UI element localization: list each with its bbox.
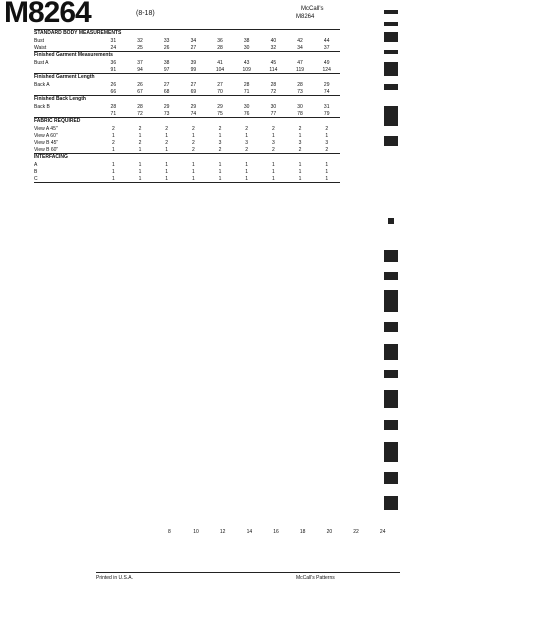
cell-value: 1 — [111, 146, 115, 153]
cell-value: 1 — [111, 132, 115, 139]
cell-value: 3 — [271, 139, 275, 146]
cell-value: 43 — [243, 59, 250, 66]
pattern-id: M8264 — [296, 14, 315, 20]
cell-value: 1 — [191, 168, 195, 175]
cell-value: 1 — [111, 161, 115, 168]
cell-value: 36 — [110, 59, 117, 66]
cell-value: 2 — [111, 139, 115, 146]
cell-value: 2 — [325, 125, 329, 132]
cell-value: 2 — [245, 125, 249, 132]
cell-value: 29 — [163, 103, 170, 110]
cell-value: 2 — [111, 125, 115, 132]
cell-value: 68 — [163, 88, 170, 95]
cell-value: 49 — [323, 59, 330, 66]
row-label: Back B — [34, 103, 50, 110]
table-row — [34, 110, 340, 117]
cell-value: 72 — [270, 88, 277, 95]
section-title: STANDARD BODY MEASUREMENTS — [34, 30, 122, 36]
cell-value: 1 — [191, 132, 195, 139]
cell-value: 1 — [271, 132, 275, 139]
footer-left: Printed in U.S.A. — [96, 575, 133, 581]
cell-value: 1 — [138, 168, 142, 175]
cell-value: 2 — [271, 146, 275, 153]
cell-value: 97 — [163, 66, 170, 73]
cell-value: 3 — [245, 139, 249, 146]
cell-value: 40 — [270, 37, 277, 44]
cell-value: 1 — [165, 168, 169, 175]
table-row — [34, 175, 340, 182]
cell-value: 1 — [325, 168, 329, 175]
cell-value: 71 — [243, 88, 250, 95]
cell-value: 1 — [165, 161, 169, 168]
table-row — [34, 168, 340, 175]
cell-value: 28 — [243, 81, 250, 88]
cell-value: 66 — [110, 88, 117, 95]
cell-value: 32 — [137, 37, 143, 44]
table-row — [34, 146, 340, 153]
section-title: Finished Garment Length — [34, 74, 95, 80]
cell-value: 37 — [323, 44, 330, 51]
cell-value: 29 — [217, 103, 223, 110]
cell-value: 1 — [218, 161, 222, 168]
cell-value: 79 — [323, 110, 330, 117]
cell-value: 37 — [137, 59, 143, 66]
cell-value: 27 — [163, 81, 170, 88]
cell-value: 1 — [111, 175, 115, 182]
size-col: 10 — [193, 528, 199, 535]
cell-value: 1 — [245, 175, 249, 182]
row-label: View A 60" — [34, 132, 58, 139]
cell-value: 2 — [191, 125, 195, 132]
cell-value: 1 — [138, 146, 142, 153]
cell-value: 32 — [270, 44, 277, 51]
cell-value: 1 — [191, 161, 195, 168]
cell-value: 2 — [165, 125, 169, 132]
section-rule — [34, 182, 340, 183]
cell-value: 38 — [243, 37, 250, 44]
cell-value: 2 — [298, 146, 302, 153]
cell-value: 44 — [323, 37, 330, 44]
cell-value: 45 — [270, 59, 277, 66]
cell-value: 1 — [298, 132, 302, 139]
section-title: Finished Back Length — [34, 96, 86, 102]
size-range: (8-18) — [136, 10, 155, 17]
row-label: A — [34, 161, 38, 168]
cell-value: 1 — [111, 168, 115, 175]
cell-value: 74 — [323, 88, 330, 95]
cell-value: 26 — [137, 81, 143, 88]
bottom-table — [96, 528, 396, 535]
cell-value: 104 — [215, 66, 225, 73]
cell-value: 27 — [217, 81, 223, 88]
cell-value: 1 — [271, 175, 275, 182]
table-row — [34, 132, 340, 139]
table-row — [34, 59, 340, 66]
cell-value: 30 — [243, 103, 250, 110]
cell-value: 72 — [137, 110, 143, 117]
cell-value: 36 — [217, 37, 223, 44]
size-col: 18 — [299, 528, 306, 535]
cell-value: 91 — [110, 66, 117, 73]
cell-value: 3 — [325, 139, 329, 146]
cell-value: 28 — [137, 103, 143, 110]
size-col: 12 — [219, 528, 226, 535]
cell-value: 34 — [297, 44, 303, 51]
cell-value: 27 — [190, 81, 197, 88]
size-col: 20 — [326, 528, 333, 535]
cell-value: 69 — [190, 88, 197, 95]
cell-value: 1 — [218, 175, 222, 182]
bottom-rule — [96, 572, 400, 573]
row-label: Bust — [34, 37, 45, 44]
cell-value: 1 — [325, 161, 329, 168]
cell-value: 28 — [270, 81, 277, 88]
cell-value: 67 — [137, 88, 143, 95]
cell-value: 1 — [271, 168, 275, 175]
cell-value: 31 — [323, 103, 330, 110]
cell-value: 28 — [297, 81, 303, 88]
cell-value: 30 — [243, 44, 250, 51]
cell-value: 1 — [138, 132, 142, 139]
cell-value: 33 — [163, 37, 170, 44]
row-label: View B 60" — [34, 146, 59, 153]
cell-value: 1 — [191, 175, 195, 182]
cell-value: 26 — [110, 81, 117, 88]
cell-value: 1 — [165, 132, 169, 139]
cell-value: 99 — [190, 66, 197, 73]
cell-value: 1 — [325, 175, 329, 182]
cell-value: 1 — [138, 175, 142, 182]
cell-value: 2 — [245, 146, 249, 153]
footer-right: McCall's Patterns — [296, 575, 335, 581]
cell-value: 2 — [218, 125, 222, 132]
table-row — [34, 88, 340, 95]
row-label: Back A — [34, 81, 50, 88]
row-label: C — [34, 175, 38, 182]
section-title: Finished Garment Measurements — [34, 52, 113, 58]
row-label: View B 45" — [34, 139, 59, 146]
row-label: View A 45" — [34, 125, 58, 132]
section-title: FABRIC REQUIRED — [34, 118, 81, 124]
cell-value: 1 — [165, 175, 169, 182]
cell-value: 2 — [138, 139, 142, 146]
row-label: Bust A — [34, 59, 49, 66]
cell-value: 47 — [297, 59, 303, 66]
cell-value: 24 — [110, 44, 117, 51]
cell-value: 109 — [242, 66, 251, 73]
cell-value: 1 — [298, 175, 302, 182]
vertical-text-graphic — [376, 10, 406, 520]
table-row — [34, 139, 340, 146]
cell-value: 41 — [217, 59, 223, 66]
cell-value: 29 — [323, 81, 330, 88]
cell-value: 31 — [110, 37, 117, 44]
cell-value: 2 — [191, 139, 195, 146]
cell-value: 76 — [243, 110, 250, 117]
cell-value: 2 — [138, 125, 142, 132]
cell-value: 78 — [297, 110, 303, 117]
table-row — [34, 125, 340, 132]
cell-value: 30 — [297, 103, 303, 110]
cell-value: 1 — [165, 146, 169, 153]
cell-value: 39 — [190, 59, 197, 66]
cell-value: 70 — [217, 88, 223, 95]
cell-value: 1 — [138, 161, 142, 168]
row-label: Waist — [34, 44, 47, 51]
bottom-header — [96, 528, 396, 535]
cell-value: 2 — [218, 146, 222, 153]
size-col: 22 — [353, 528, 359, 535]
vertical-brand-strip — [376, 10, 406, 520]
cell-value: 1 — [218, 168, 222, 175]
pattern-number: M8264 — [4, 0, 91, 29]
cell-value: 1 — [271, 161, 275, 168]
cell-value: 25 — [137, 44, 143, 51]
cell-value: 1 — [245, 168, 249, 175]
cell-value: 27 — [190, 44, 197, 51]
cell-value: 3 — [298, 139, 302, 146]
cell-value: 114 — [269, 66, 278, 73]
cell-value: 26 — [163, 44, 170, 51]
cell-value: 42 — [297, 37, 303, 44]
cell-value: 73 — [297, 88, 303, 95]
measurement-sheet — [34, 29, 340, 183]
table-row — [34, 103, 340, 110]
size-col: 8 — [167, 528, 171, 535]
cell-value: 1 — [245, 132, 249, 139]
cell-value: 30 — [270, 103, 277, 110]
cell-value: 119 — [296, 66, 305, 73]
cell-value: 28 — [217, 44, 223, 51]
table-row — [34, 161, 340, 168]
cell-value: 71 — [110, 110, 117, 117]
table-row — [34, 44, 340, 51]
brand-label: McCall's — [301, 6, 324, 12]
cell-value: 1 — [245, 161, 249, 168]
cell-value: 94 — [137, 66, 143, 73]
table-row — [34, 66, 340, 73]
cell-value: 3 — [218, 139, 222, 146]
cell-value: 124 — [322, 66, 331, 73]
size-col: 14 — [246, 528, 253, 535]
cell-value: 73 — [163, 110, 170, 117]
cell-value: 1 — [298, 161, 302, 168]
size-col: 24 — [379, 528, 386, 535]
cell-value: 2 — [191, 146, 195, 153]
cell-value: 77 — [270, 110, 277, 117]
cell-value: 2 — [165, 139, 169, 146]
section-title: INTERFACING — [34, 154, 68, 160]
cell-value: 75 — [217, 110, 223, 117]
cell-value: 28 — [110, 103, 117, 110]
cell-value: 2 — [271, 125, 275, 132]
cell-value: 2 — [325, 146, 329, 153]
cell-value: 74 — [190, 110, 197, 117]
row-label: B — [34, 168, 38, 175]
cell-value: 1 — [298, 168, 302, 175]
cell-value: 2 — [298, 125, 302, 132]
cell-value: 34 — [190, 37, 197, 44]
cell-value: 38 — [163, 59, 170, 66]
table-row — [34, 37, 340, 44]
table-row — [34, 81, 340, 88]
cell-value: 1 — [325, 132, 329, 139]
cell-value: 29 — [190, 103, 197, 110]
cell-value: 1 — [218, 132, 222, 139]
size-col: 16 — [273, 528, 279, 535]
